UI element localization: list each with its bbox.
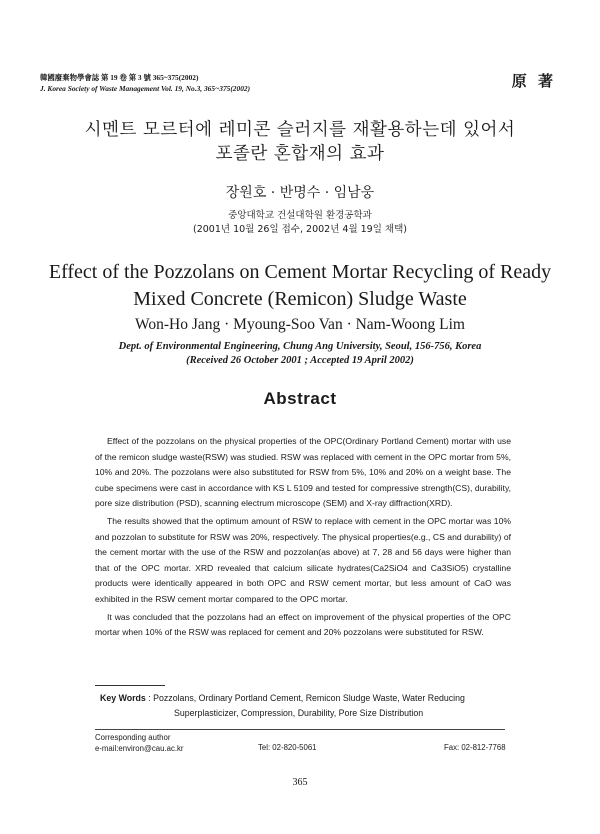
abstract-body: [95, 434, 511, 643]
correspondence: [95, 732, 184, 754]
journal-header-korean: 韓國廢棄物學會誌 第 19 卷 第 3 號 365~375(2002): [40, 73, 199, 82]
keywords-divider: [95, 685, 165, 686]
journal-header-english: J. Korea Society of Waste Management Vol. 19, No.3, 365~375(2002): [40, 84, 251, 93]
english-title-line1: Effect of the Pozzolans on Cement Mortar Recycling of Ready: [48, 261, 552, 283]
english-title: [40, 259, 560, 313]
journal-header: [40, 72, 250, 94]
korean-authors: 장원호 · 반명수 · 임남웅: [225, 185, 375, 201]
korean-affiliation: [40, 209, 560, 237]
correspondence-tel: Tel: 02-820-5061: [258, 743, 317, 752]
article-type-tag: 原 著: [511, 72, 556, 90]
abstract-paragraph: It was concluded that the pozzolans had an effect on improvement of the physical properties of the OPC mortar when 10% of the RSW was replaced for cement and 20% pozzolans were substituted for RSW.: [95, 611, 511, 638]
english-received-dates: (Received 26 October 2001 ; Accepted 19 April 2002): [186, 355, 414, 366]
abstract-heading: Abstract: [263, 389, 337, 408]
korean-title: [40, 118, 560, 166]
correspondence-label: Corresponding author: [95, 733, 171, 742]
page-number: 365: [292, 777, 308, 788]
english-title-line2: Mixed Concrete (Remicon) Sludge Waste: [133, 288, 467, 310]
keywords-line1: : Pozzolans, Ordinary Portland Cement, Remicon Sludge Waste, Water Reducing: [148, 693, 465, 703]
english-department: Dept. of Environmental Engineering, Chung Ang University, Seoul, 156-756, Korea: [118, 341, 482, 352]
english-authors: Won-Ho Jang · Myoung-Soo Van · Nam-Woong Lim: [134, 316, 465, 333]
korean-title-line1: 시멘트 모르터에 레미콘 슬러지를 재활용하는데 있어서: [84, 120, 516, 140]
abstract-paragraph: The results showed that the optimum amount of RSW to replace with cement in the OPC mortar was 10% and pozzolan to substitute for RSW was 20%, respectively. The physical properties(e.g., CS and durability) of the cement mortar with the use of the RSW and pozzolan(as above) at 7, 28 and 56 days were higher than that of the OPC mortar. XRD revealed that calcium silicate hydrates(Ca2SiO4 and Ca3SiO5) crystalline products were identically appeared in both OPC and RSW cement mortar, but less amount of CaO was exhibited in the RSW cement mortar compared to the OPC mortar.: [95, 515, 511, 604]
correspondence-fax: Fax: 02-812-7768: [444, 743, 506, 752]
keywords: [100, 691, 520, 721]
english-affiliation: [40, 340, 560, 368]
korean-affiliation-name: 중앙대학교 건설대학원 환경공학과: [228, 210, 372, 221]
footnote-divider: [95, 729, 505, 730]
korean-dates: (2001년 10월 26일 접수, 2002년 4월 19일 채택): [192, 224, 407, 235]
korean-title-line2: 포졸란 혼합재의 효과: [215, 144, 385, 164]
keywords-line2: Superplasticizer, Compression, Durability, Pore Size Distribution: [174, 708, 424, 718]
correspondence-email: e-mail:environ@cau.ac.kr: [95, 744, 184, 753]
abstract-paragraph: Effect of the pozzolans on the physical properties of the OPC(Ordinary Portland Cement) mortar with use of the remicon sludge waste(RSW) was studied. RSW was replaced with cement in the OPC mortar from 5%, 10% and 20%. The pozzolans were also substituted for RSW from 5%, 10% and 20% on a weight base. The cube specimens were cast in accordance with KS L 5109 and tested for compressive strength(CS), durability, pore size distribution (PSD), scanning electrum microscope (SEM) and X-ray diffraction(XRD).: [95, 436, 511, 509]
keywords-label: Key Words: [100, 693, 146, 703]
